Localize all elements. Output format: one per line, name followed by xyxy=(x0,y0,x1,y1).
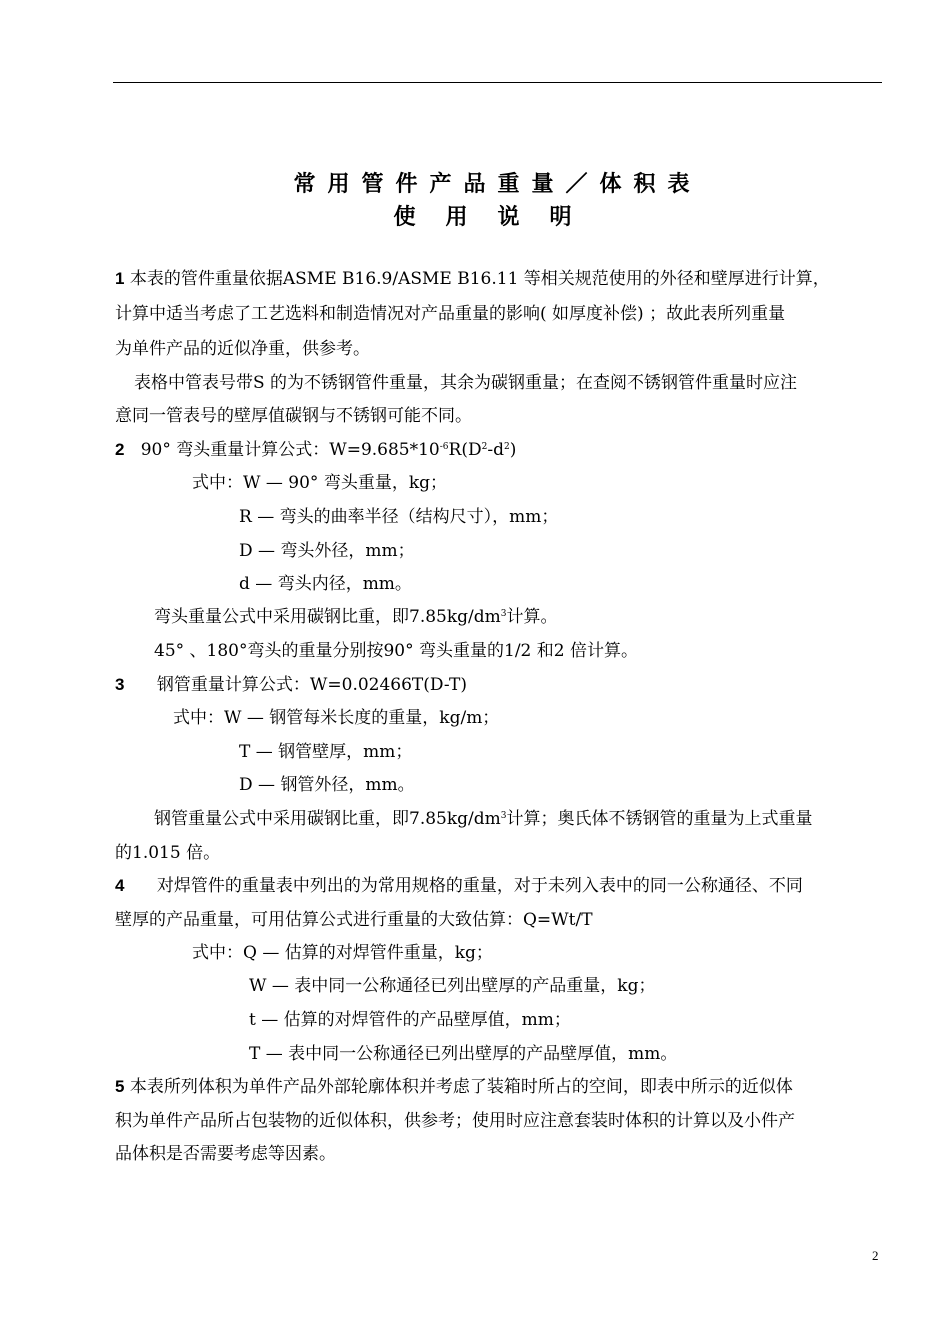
section-4-w-def: W — 表中同一公称通径已列出壁厚的产品重量，kg； xyxy=(249,976,656,996)
section-2-ratio: 45° 、180°弯头的重量分别按90° 弯头重量的1/2 和2 倍计算。 xyxy=(154,641,639,661)
section-3-density xyxy=(154,808,813,830)
section-1-number: 1 xyxy=(115,269,125,288)
section-4-line-2: 壁厚的产品重量，可用估算公式进行重量的大致估算：Q=Wt/T xyxy=(115,910,593,930)
section-3-w-def: 式中：W — 钢管每米长度的重量，kg/m； xyxy=(173,708,500,728)
density-text: 钢管重量公式中采用碳钢比重，即7.85kg/dm xyxy=(154,809,501,829)
density-text: 计算；奥氏体不锈钢管的重量为上式重量 xyxy=(506,809,813,829)
page-number: 2 xyxy=(872,1248,879,1263)
section-2-d-def: d — 弯头内径，mm。 xyxy=(239,574,412,594)
formula-part: 90° 弯头重量计算公式：W=9.685*10 xyxy=(140,440,440,460)
formula-part: R(D xyxy=(448,440,482,460)
section-1-line-1 xyxy=(115,268,830,290)
section-2-number: 2 xyxy=(115,440,125,459)
header-rule xyxy=(113,82,882,83)
section-5-line-2: 积为单件产品所占包装物的近似体积，供参考；使用时应注意套装时体积的计算以及小件产 xyxy=(115,1111,795,1131)
formula-text: 钢管重量计算公式：W=0.02466T(D-T) xyxy=(156,675,467,695)
section-4-t-def: t — 估算的对焊管件的产品壁厚值，mm； xyxy=(249,1010,571,1030)
section-5-line-1 xyxy=(115,1076,793,1098)
page-title: 常用管件产品重量／体积表 xyxy=(293,172,702,197)
section-5-line-3: 品体积是否需要考虑等因素。 xyxy=(115,1144,336,1164)
density-text: 弯头重量公式中采用碳钢比重，即7.85kg/dm xyxy=(154,607,501,627)
section-1-line-3: 为单件产品的近似净重，供参考。 xyxy=(115,339,370,359)
section-1-line-5: 意同一管表号的壁厚值碳钢与不锈钢可能不同。 xyxy=(115,406,472,426)
section-4-number: 4 xyxy=(115,876,125,895)
section-4-line-1 xyxy=(115,875,803,897)
section-5-number: 5 xyxy=(115,1077,125,1096)
page-subtitle: 使用说明 xyxy=(393,205,602,230)
density-text: 计算。 xyxy=(506,607,558,627)
formula-exponent: 2 xyxy=(503,442,510,452)
section-2-D-def: D — 弯头外径，mm； xyxy=(239,541,415,561)
formula-part: -d xyxy=(487,440,504,460)
density-exponent: 3 xyxy=(500,609,507,619)
section-3-formula xyxy=(115,674,467,696)
section-4-text-1: 对焊管件的重量表中列出的为常用规格的重量，对于未列入表中的同一公称通径、不同 xyxy=(156,876,803,896)
section-2-density xyxy=(154,606,558,628)
section-2-formula xyxy=(115,439,516,461)
formula-part: ) xyxy=(509,440,517,460)
formula-exponent: -6 xyxy=(439,442,449,452)
section-4-q-def: 式中：Q — 估算的对焊管件重量，kg； xyxy=(192,943,493,963)
section-1-line-4: 表格中管表号带S 的为不锈钢管件重量，其余为碳钢重量；在查阅不锈钢管件重量时应注 xyxy=(134,373,798,393)
section-1-text-1: 本表的管件重量依据ASME B16.9/ASME B16.11 等相关规范使用的外径和壁厚进行计算， xyxy=(129,269,830,289)
section-1-line-2: 计算中适当考虑了工艺选料和制造情况对产品重量的影响( 如厚度补偿) ；故此表所列重量 xyxy=(115,304,786,324)
formula-exponent: 2 xyxy=(481,442,488,452)
section-2-r-def: R — 弯头的曲率半径（结构尺寸），mm； xyxy=(239,507,559,527)
section-3-t-def: T — 钢管壁厚，mm； xyxy=(239,742,413,762)
section-2-w-def: 式中：W — 90° 弯头重量，kg； xyxy=(192,473,447,493)
density-exponent: 3 xyxy=(500,811,507,821)
section-3-d-def: D — 钢管外径，mm。 xyxy=(239,775,415,795)
section-4-T-def: T — 表中同一公称通径已列出壁厚的产品壁厚值，mm。 xyxy=(249,1044,678,1064)
section-5-text-1: 本表所列体积为单件产品外部轮廓体积并考虑了装箱时所占的空间，即表中所示的近似体 xyxy=(129,1077,793,1097)
section-3-density-cont: 的1.015 倍。 xyxy=(115,843,221,863)
section-3-number: 3 xyxy=(115,675,125,694)
